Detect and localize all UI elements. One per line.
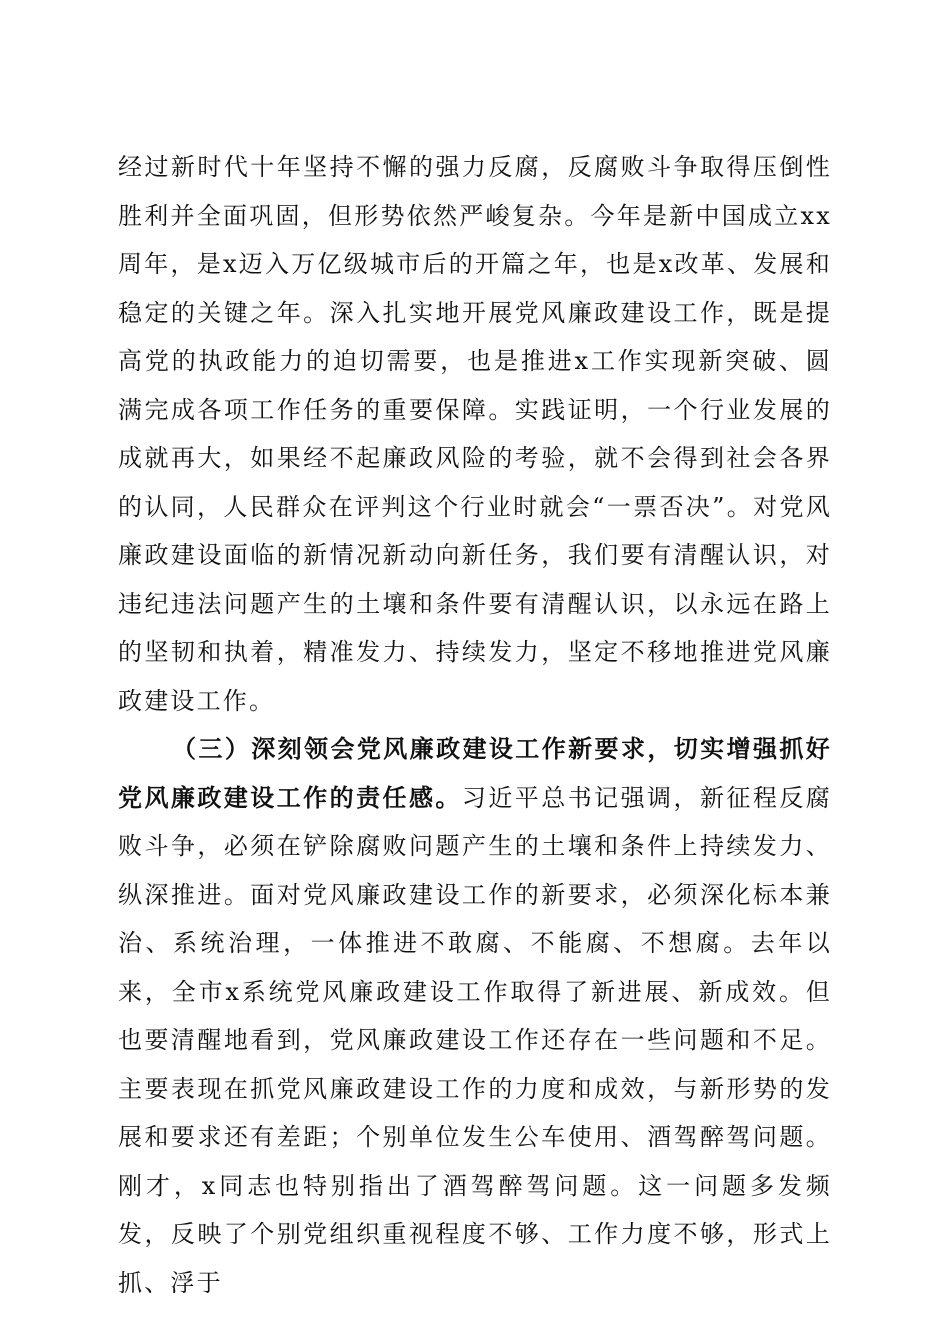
- section-body-text: 习近平总书记强调，新征程反腐败斗争，必须在铲除腐败问题产生的土壤和条件上持续发力、纵深推进。面对党风廉政建设工作的新要求，必须深化标本兼治、系统治理，一体推进不敢腐、不能腐、不想腐。去年以来，全市x系统党风廉政建设工作取得了新进展、新成效。但也要清醒地看到，党风廉政建设工作还存在一些问题和不足。主要表现在抓党风廉政建设工作的力度和成效，与新形势的发展和要求还有差距；个别单位发生公车使用、酒驾醉驾问题。刚才，x同志也特别指出了酒驾醉驾问题。这一问题多发频发，反映了个别党组织重视程度不够、工作力度不够，形式上抓、浮于: [118, 783, 832, 1297]
- paragraph-continuation: 经过新时代十年坚持不懈的强力反腐，反腐败斗争取得压倒性胜利并全面巩固，但形势依然严峻复杂。今年是新中国成立xx周年，是x迈入万亿级城市后的开篇之年，也是x改革、发展和稳定的关键之年。深入扎实地开展党风廉政建设工作，既是提高党的执政能力的迫切需要，也是推进x工作实现新突破、圆满完成各项工作任务的重要保障。实践证明，一个行业发展的成就再大，如果经不起廉政风险的考验，就不会得到社会各界的认同，人民群众在评判这个行业时就会“一票否决”。对党风廉政建设面临的新情况新动向新任务，我们要有清醒认识，对违纪违法问题产生的土壤和条件要有清醒认识，以永远在路上的坚韧和执着，精准发力、持续发力，坚定不移地推进党风廉政建设工作。: [118, 153, 832, 715]
- paragraph-section-three: [118, 725, 832, 1307]
- document-body: [118, 143, 832, 1307]
- section-heading: （三）深刻领会党风廉政建设工作新要求，切实增强抓好党风廉政建设工作的责任感。: [118, 734, 832, 812]
